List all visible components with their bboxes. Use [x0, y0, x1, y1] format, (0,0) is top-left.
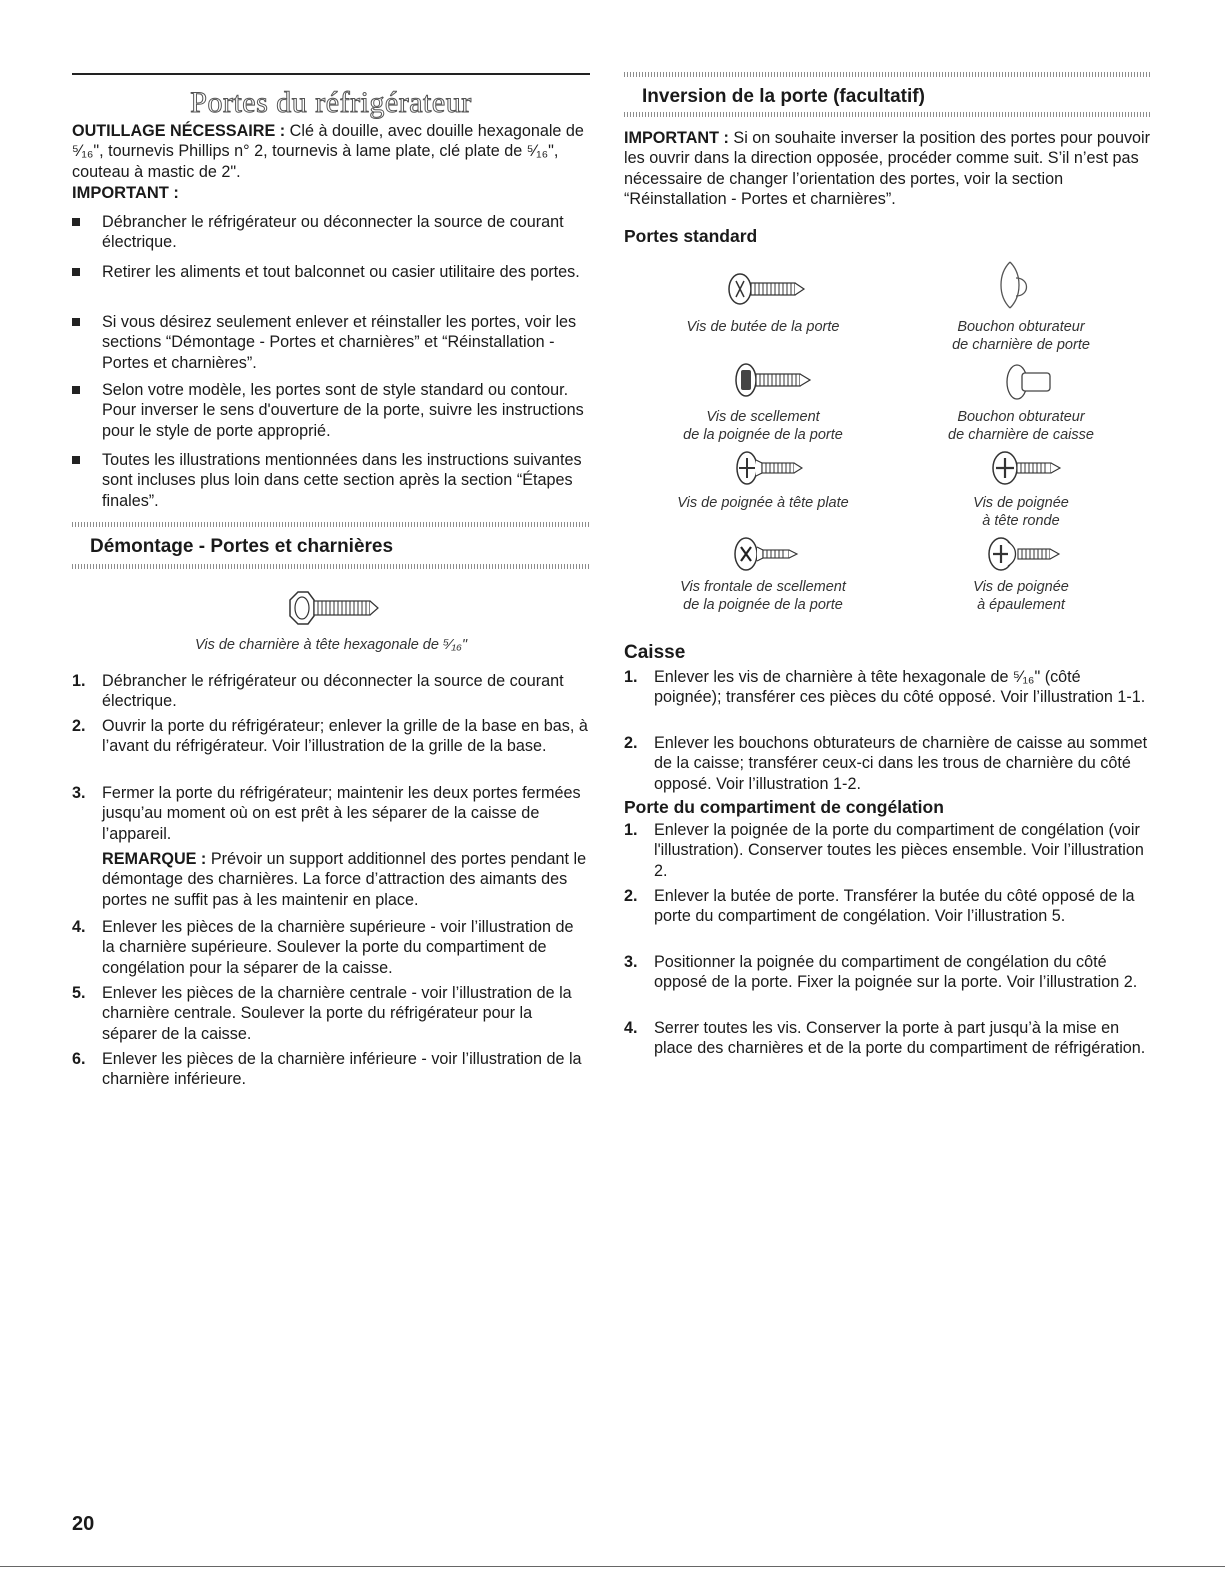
step-item	[624, 952, 1151, 993]
step-number: 4.	[72, 918, 86, 936]
section-heading-demontage: Démontage - Portes et charnières	[90, 536, 394, 557]
bullet-text: Toutes les illustrations mentionnées dans les instructions suivantes sont incluses plus loin dans cette section après la section “Étapes finales”.	[102, 451, 582, 510]
bullet-item	[72, 450, 590, 511]
standard-doors-heading: Portes standard	[624, 226, 758, 246]
step-item	[72, 983, 590, 1044]
page-number: 20	[72, 1513, 95, 1535]
section-hatch-top	[624, 72, 1151, 77]
important-paragraph	[624, 128, 1151, 209]
step-text: Enlever les pièces de la charnière centrale - voir l’illustration de la charnière centrale. Soulever la porte du réfrigérateur pour la séparer de la caisse.	[102, 984, 572, 1043]
bullet-item	[72, 380, 590, 441]
important-text: Si on souhaite inverser la position des portes pour pouvoir les ouvrir dans la direction opposée, procéder comme suit. S’il n’est pas nécessaire de changer l’orientation des portes, voir la section “Réinstallation - Portes et charnières”.	[624, 129, 1151, 208]
bullet-icon	[72, 268, 80, 276]
section-hatch-bottom	[624, 112, 1151, 117]
part-caption-line: Vis de poignée à tête plate	[677, 495, 849, 511]
step-number: 1.	[624, 821, 638, 839]
part-caption-line: à tête ronde	[982, 513, 1060, 529]
step-number: 5.	[72, 984, 86, 1002]
step-text: Enlever la butée de porte. Transférer la butée du côté opposé de la porte du compartiment de congélation. Voir l’illustration 5.	[654, 887, 1135, 926]
part-caption-line: Bouchon obturateur	[957, 409, 1085, 425]
section-heading-inversion: Inversion de la porte (facultatif)	[642, 86, 925, 107]
step-item	[624, 886, 1151, 927]
cabinet-hinge-plug-icon	[1004, 360, 1056, 404]
door-handle-seal-screw-caption	[634, 408, 892, 444]
flat-head-handle-screw-icon	[734, 448, 810, 488]
caisse-heading: Caisse	[624, 642, 686, 663]
step-item	[72, 716, 590, 757]
part-caption-line: Vis frontale de scellement	[680, 579, 846, 595]
step-number: 6.	[72, 1050, 86, 1068]
step-item	[72, 783, 590, 844]
part-caption-line: à épaulement	[977, 597, 1065, 613]
step-text: Enlever les pièces de la charnière inférieure - voir l’illustration de la charnière inférieure.	[102, 1050, 582, 1089]
bullet-icon	[72, 318, 80, 326]
step-number: 1.	[624, 668, 638, 686]
step-text: Enlever les pièces de la charnière supérieure - voir l’illustration de la charnière supérieure. Soulever la porte du compartiment de congélation pour la séparer de la caisse.	[102, 918, 574, 977]
part-caption-line: de la poignée de la porte	[683, 597, 843, 613]
front-seal-screw-icon	[732, 534, 806, 574]
important-label: IMPORTANT :	[72, 184, 179, 202]
section-hatch-top	[72, 522, 590, 527]
page-title: Portes du réfrigérateur	[190, 86, 472, 119]
bullet-text: Si vous désirez seulement enlever et réinstaller les portes, voir les sections “Démontage - Portes et charnières” et “Réinstallation - Portes et charnières”.	[102, 313, 577, 372]
step-number: 2.	[624, 734, 638, 752]
step-text: Enlever les bouchons obturateurs de charnière de caisse au sommet de la caisse; transférer ceux-ci dans les trous de charnière du côté opposé. Voir l’illustration 1-2.	[654, 734, 1148, 793]
shoulder-handle-screw-icon	[986, 534, 1070, 574]
part-caption-line: Vis de scellement	[706, 409, 820, 425]
step-text: Serrer toutes les vis. Conserver la porte à part jusqu’à la mise en place des charnières et de la porte du compartiment de réfrigération.	[654, 1019, 1146, 1058]
bullet-icon	[72, 386, 80, 394]
door-hinge-plug-icon	[996, 256, 1042, 312]
door-handle-seal-screw-icon	[732, 360, 818, 400]
tools-text: Clé à douille, avec douille hexagonale de ⁵⁄₁₆", tournevis Phillips n° 2, tournevis à lame plate, clé plate de ⁵⁄₁₆", couteau à mastic de 2".	[72, 122, 584, 181]
step-number: 4.	[624, 1019, 638, 1037]
step-number: 3.	[624, 953, 638, 971]
step-item	[624, 733, 1151, 794]
part-caption-line: de charnière de porte	[952, 337, 1090, 353]
step-number: 2.	[624, 887, 638, 905]
part-caption-line: Bouchon obturateur	[957, 319, 1085, 335]
round-head-handle-screw-icon	[990, 448, 1070, 488]
step-number: 3.	[72, 784, 86, 802]
important-label: IMPORTANT :	[624, 129, 729, 147]
bullet-text: Retirer les aliments et tout balconnet ou casier utilitaire des portes.	[102, 263, 580, 281]
bullet-item	[72, 262, 590, 282]
step-item	[624, 1018, 1151, 1059]
round-head-handle-screw-caption	[892, 494, 1150, 530]
step-number: 1.	[72, 672, 86, 690]
step-item	[72, 1049, 590, 1090]
section-hatch-bottom	[72, 564, 590, 569]
door-stop-screw-icon	[724, 272, 814, 306]
step-item	[624, 820, 1151, 881]
remark-label: REMARQUE :	[102, 850, 207, 868]
bullet-item	[72, 312, 590, 373]
step-item	[72, 917, 590, 978]
part-caption-line: Vis de poignée	[973, 495, 1069, 511]
bullet-icon	[72, 218, 80, 226]
step-item	[72, 671, 590, 712]
part-caption-line: de la poignée de la porte	[683, 427, 843, 443]
hex-screw-caption: Vis de charnière à tête hexagonale de ⁵⁄₁₆"	[194, 637, 468, 653]
bullet-icon	[72, 456, 80, 464]
part-caption-line: Vis de poignée	[973, 579, 1069, 595]
cabinet-hinge-plug-caption	[892, 408, 1150, 444]
remark-text: Prévoir un support additionnel des portes pendant le démontage des charnières. La force d’attraction des aimants des portes ne suffit pas à les maintenir en place.	[102, 850, 587, 909]
door-stop-screw-caption	[634, 318, 892, 336]
hex-hinge-screw-icon	[286, 588, 382, 628]
step-text: Enlever les vis de charnière à tête hexagonale de ⁵⁄₁₆" (côté poignée); transférer ces pièces du côté opposé. Voir l’illustration 1-1.	[654, 668, 1146, 707]
step-text: Enlever la poignée de la porte du compartiment de congélation (voir l'illustration). Conserver toutes les pièces ensemble. Voir l’illustration 2.	[654, 821, 1144, 880]
step-text: Ouvrir la porte du réfrigérateur; enlever la grille de la base en bas, à l’avant du réfrigérateur. Voir l’illustration de la grille de la base.	[102, 717, 588, 756]
step-text: Fermer la porte du réfrigérateur; maintenir les deux portes fermées jusqu’au moment où on est prêt à les séparer de la caisse de l’appareil.	[102, 784, 581, 843]
freezer-door-heading: Porte du compartiment de congélation	[624, 797, 944, 817]
bullet-text: Débrancher le réfrigérateur ou déconnecter la source de courant électrique.	[102, 213, 564, 252]
part-caption-line: de charnière de caisse	[948, 427, 1094, 443]
top-rule	[72, 73, 590, 75]
bullet-text: Selon votre modèle, les portes sont de style standard ou contour. Pour inverser le sens d'ouverture de la porte, suivre les instructions pour le style de porte approprié.	[102, 381, 584, 440]
remark-paragraph	[72, 849, 590, 910]
step-item	[624, 667, 1151, 708]
front-seal-screw-caption	[634, 578, 892, 614]
flat-head-handle-screw-caption	[634, 494, 892, 512]
part-caption-line: Vis de butée de la porte	[686, 319, 840, 335]
bullet-item	[72, 212, 590, 253]
bottom-rule	[0, 1566, 1225, 1567]
step-number: 2.	[72, 717, 86, 735]
tools-label: OUTILLAGE NÉCESSAIRE :	[72, 122, 286, 140]
door-hinge-plug-caption	[892, 318, 1150, 354]
step-text: Positionner la poignée du compartiment de congélation du côté opposé de la porte. Fixer la poignée sur la porte. Voir l’illustration 2.	[654, 953, 1138, 992]
shoulder-handle-screw-caption	[892, 578, 1150, 614]
step-text: Débrancher le réfrigérateur ou déconnecter la source de courant électrique.	[102, 672, 564, 711]
tools-paragraph	[72, 121, 590, 182]
